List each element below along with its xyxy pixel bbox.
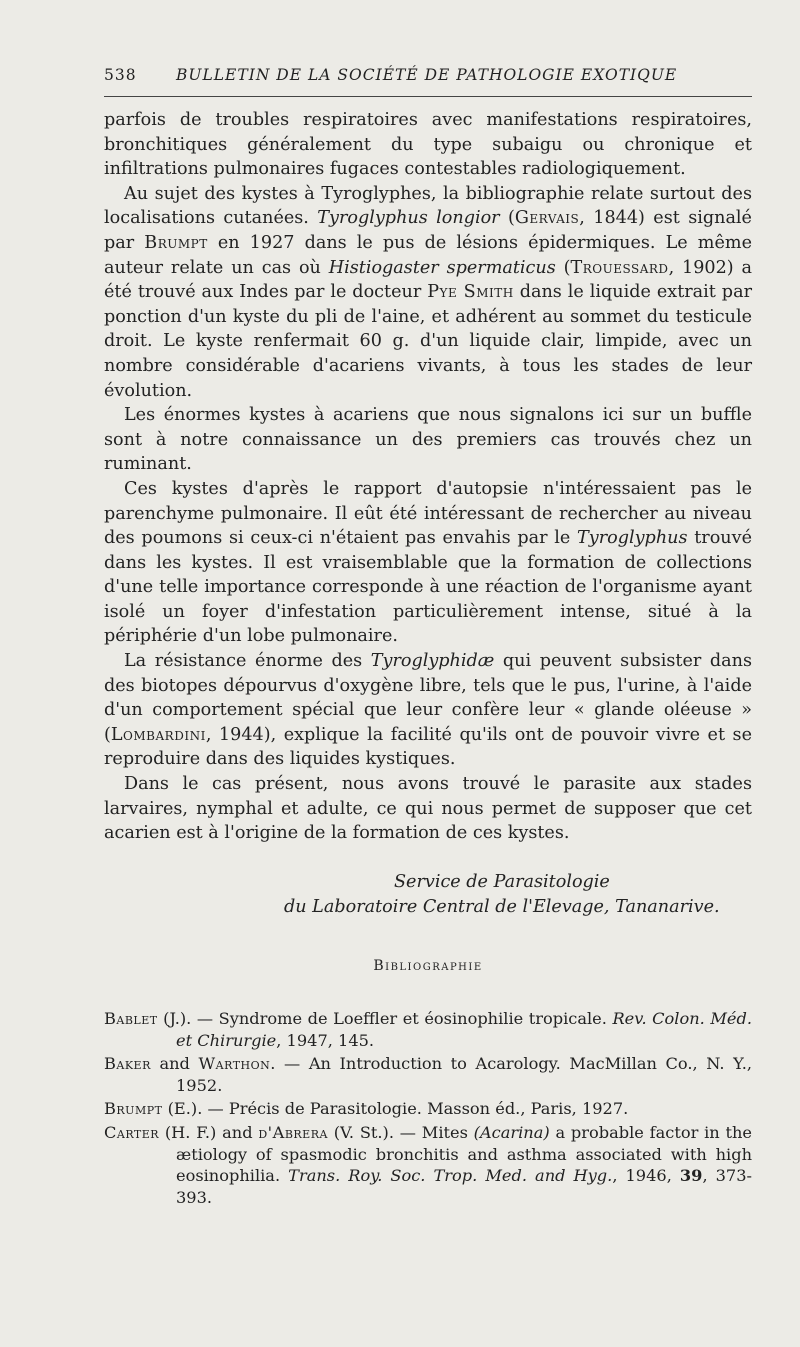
species-name: Tyroglyphus longior xyxy=(317,208,500,229)
reference-item: Baker and Warthon. — An Introduction to Acarology. MacMillan Co., N. Y., 1952. xyxy=(104,1054,752,1095)
paragraph-6: Dans le cas présent, nous avons trouvé le parasite aux stades larvaires, nymphal et adulte, ce qui nous permet de supposer que cet acarien est à l'origine de la formation de ces kystes. xyxy=(104,774,752,844)
signature-line-1: Service de Parasitologie xyxy=(394,872,610,892)
signature-line-2: du Laboratoire Central de l'Elevage, Tananarive. xyxy=(284,897,720,917)
paragraph-5: La résistance énorme des Tyroglyphidæ qui peuvent subsister dans des biotopes dépourvus d'oxygène libre, tels que le pus, l'urine, à l'aide d'un comportement spécial que leur confère leur « glande oléeuse » (Lombardini, 1944), explique la facilité qu'ils ont de pouvoir vivre et se reproduire dans des liquides kystiques. xyxy=(104,651,752,770)
author-name: Gervais xyxy=(514,208,580,229)
paragraph-2: Au sujet des kystes à Tyroglyphes, la bibliographie relate surtout des localisations cutanées. Tyroglyphus longior (Gervais, 1844) est signalé par Brumpt en 1927 dans le pus de lésions épidermiques. Le même auteur relate un cas où Histiogaster spermaticus (Trouessard, 1902) a été trouvé aux Indes par le docteur Pye Smith dans le liquide extrait par ponction d'un kyste du pli de l'aine, et adhérent au sommet du testicule droit. Le kyste renfermait 60 g. d'un liquide clair, limpide, avec un nombre considérable d'acariens vivants, à tous les stades de leur évolution. xyxy=(104,183,753,401)
article-body xyxy=(104,108,752,846)
bibliography-list xyxy=(104,1008,752,1210)
paragraph-3: Les énormes kystes à acariens que nous signalons ici sur un buffle sont à notre connaissance un des premiers cas trouvés chez un ruminant. xyxy=(104,405,752,475)
reference-item: Bablet (J.). — Syndrome de Loeffler et éosinophilie tropicale. Rev. Colon. Méd. et Chirurgie, 1947, 145. xyxy=(104,1009,752,1050)
author-name: Pye Smith xyxy=(427,282,514,303)
bibliography-heading: Bibliographie xyxy=(373,958,483,974)
page-number: 538 xyxy=(104,66,137,84)
paragraph-4: Ces kystes d'après le rapport d'autopsie n'intéressaient pas le parenchyme pulmonaire. Il eût été intéressant de rechercher au niveau des poumons si ceux-ci n'étaient pas envahis par le Tyroglyphus trouvé dans les kystes. Il est vraisemblable que la formation de collections d'une telle importance corresponde à une réaction de l'organisme ayant isolé un foyer d'infestation particulièrement intense, situé à la périphérie d'un lobe pulmonaire. xyxy=(104,478,752,647)
paragraph-1: parfois de troubles respiratoires avec manifestations respiratoires, bronchitiques généralement du type subaigu ou chronique et infiltrations pulmonaires fugaces contestables radiologiquement. xyxy=(104,110,752,180)
species-name: Histiogaster spermaticus xyxy=(328,257,556,278)
reference-item: Carter (H. F.) and d'Abrera (V. St.). — Mites (Acarina) a probable factor in the ætiology of spasmodic bronchitis and asthma associated with high eosinophilia. Trans. Roy. Soc. Trop. Med. and Hyg., 1946, 39, 373-393. xyxy=(104,1122,752,1207)
author-name: Brumpt xyxy=(144,232,208,253)
reference-item: Brumpt (E.). — Précis de Parasitologie. Masson éd., Paris, 1927. xyxy=(104,1099,629,1119)
author-name: Trouessard xyxy=(570,257,669,278)
author-name: Lombardini xyxy=(110,724,206,745)
species-name: Tyroglyphidæ xyxy=(370,651,495,672)
journal-title: BULLETIN DE LA SOCIÉTÉ DE PATHOLOGIE EXOTIQUE xyxy=(176,66,678,84)
species-name: Tyroglyphus xyxy=(577,528,688,549)
header-rule xyxy=(104,96,752,97)
